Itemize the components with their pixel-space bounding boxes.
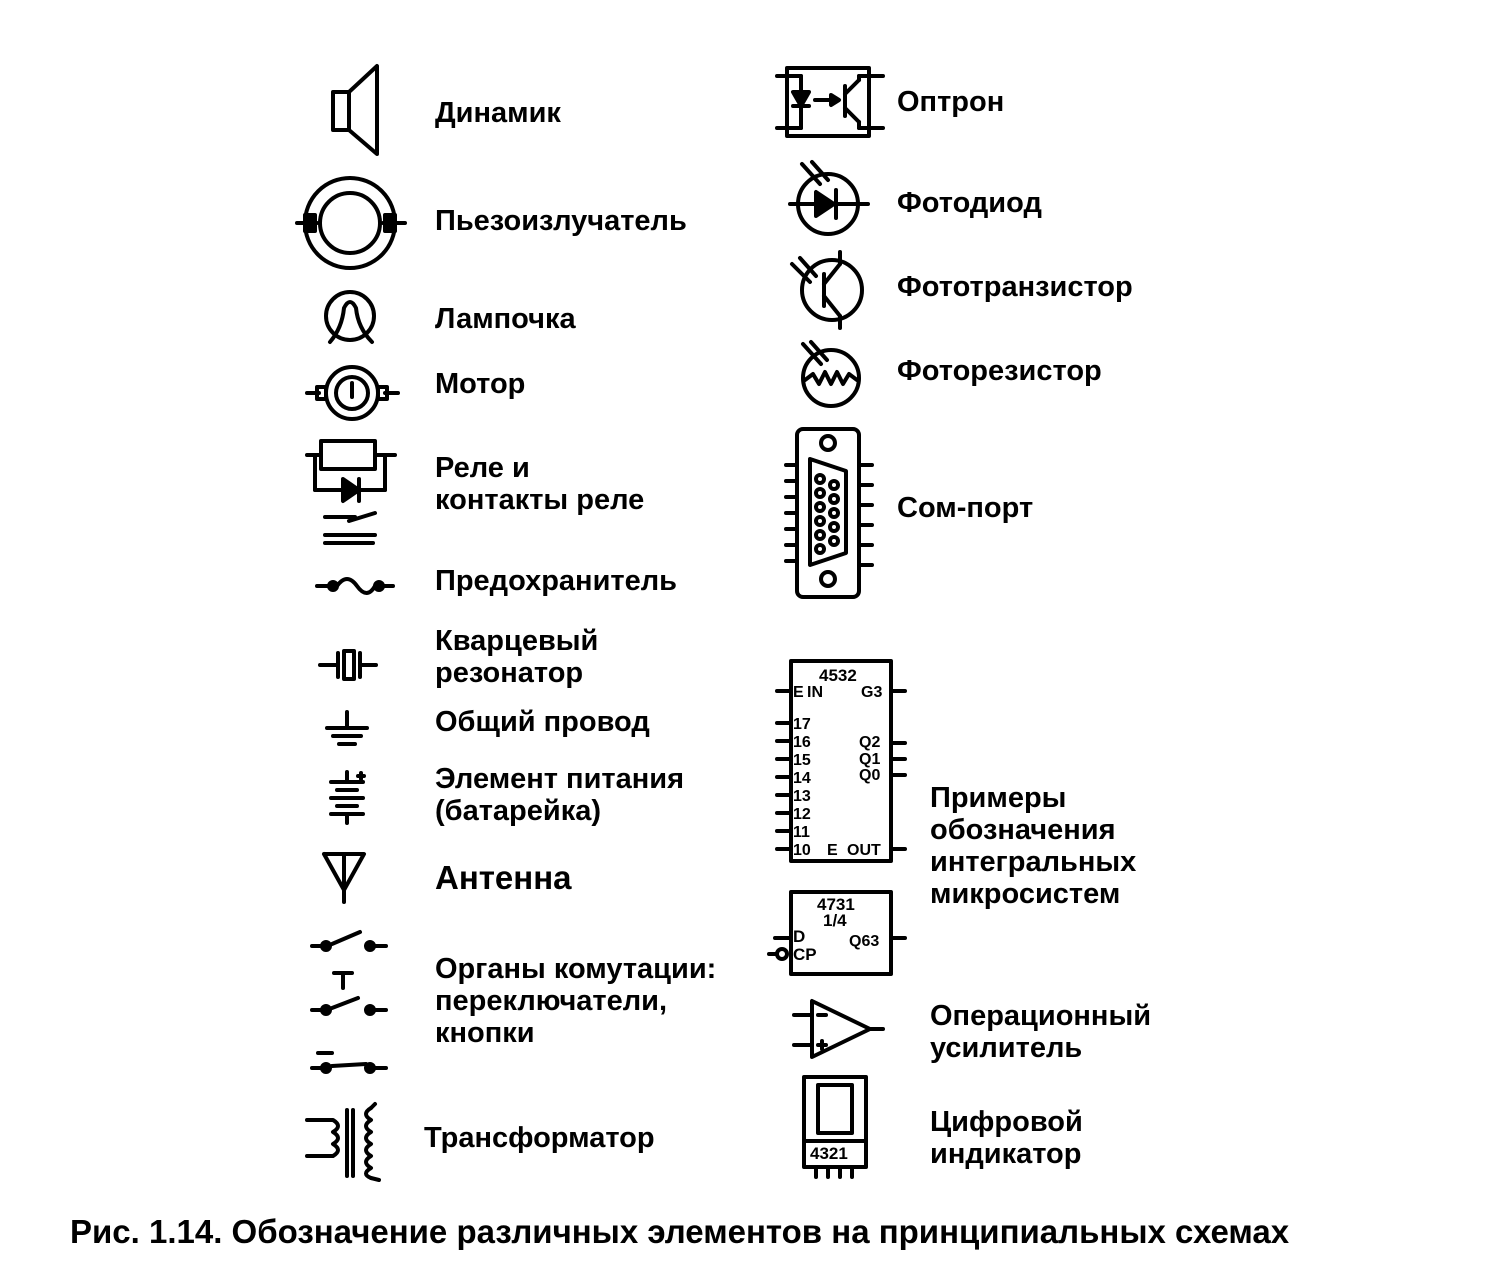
label-quartz-line1: Кварцевый xyxy=(435,625,599,657)
indicator-digits: 4321 xyxy=(810,1144,848,1163)
label-speaker: Динамик xyxy=(435,97,561,129)
ic2-number: 4731 xyxy=(817,895,855,914)
relay-icon xyxy=(305,435,400,550)
photodiode-icon xyxy=(788,160,873,240)
ic1-pin-q2: Q2 xyxy=(859,734,881,751)
integrated-circuit-4532-icon xyxy=(775,655,910,867)
ic1-pin-16: 16 xyxy=(793,734,811,751)
ic1-pin-14: 14 xyxy=(793,770,811,787)
label-quartz-line2: резонатор xyxy=(435,657,584,689)
label-piezo: Пьезоизлучатель xyxy=(435,205,687,237)
speaker-icon xyxy=(325,60,385,160)
label-switches-line1: Органы комутации: xyxy=(435,953,717,985)
battery-icon xyxy=(325,770,370,825)
antenna-icon xyxy=(320,850,370,905)
label-switches-line3: кнопки xyxy=(435,1017,535,1049)
figure-caption: Рис. 1.14. Обозначение различных элементов на принципиальных схемах xyxy=(70,1213,1290,1250)
label-motor: Мотор xyxy=(435,368,526,400)
ic1-pin-17: 17 xyxy=(793,716,811,733)
transformer-icon xyxy=(305,1102,390,1182)
com-port-icon xyxy=(782,425,877,600)
label-relay-line2: контакты реле xyxy=(435,484,645,516)
label-op-amp-line2: усилитель xyxy=(930,1032,1083,1064)
label-photodiode: Фотодиод xyxy=(897,187,1042,219)
label-op-amp xyxy=(930,1000,1151,1064)
label-lamp: Лампочка xyxy=(435,303,576,335)
label-quartz xyxy=(435,625,598,689)
ic2-pin-d: D xyxy=(793,927,806,946)
label-relay xyxy=(435,452,644,516)
label-switches xyxy=(435,953,716,1049)
label-digital-indicator xyxy=(930,1106,1083,1170)
label-battery xyxy=(435,763,684,827)
label-battery-line1: Элемент питания xyxy=(435,763,684,795)
label-op-amp-line1: Операционный xyxy=(930,1000,1152,1032)
photoresistor-icon xyxy=(795,340,870,410)
ic1-pin-10: 10 xyxy=(793,842,811,859)
ic1-pin-e-out: E xyxy=(827,842,838,859)
ic1-pin-15: 15 xyxy=(793,752,811,769)
ic2-pin-cp: CP xyxy=(793,945,817,964)
switch-icon xyxy=(308,928,393,1083)
ic1-pin-q1: Q1 xyxy=(859,751,881,768)
label-photoresistor: Фоторезистор xyxy=(897,355,1102,387)
ic1-pin-g3: G3 xyxy=(861,684,883,701)
label-relay-line1: Реле и xyxy=(435,452,530,484)
optocoupler-icon xyxy=(775,62,885,142)
label-integrated-circuits xyxy=(930,782,1136,910)
label-optocoupler: Оптрон xyxy=(897,86,1005,118)
label-antenna: Антенна xyxy=(435,859,572,896)
label-ground: Общий провод xyxy=(435,706,650,738)
label-transformer: Трансформатор xyxy=(424,1122,655,1154)
ic1-pin-11: 11 xyxy=(793,824,810,841)
ic1-pin-out: OUT xyxy=(847,842,881,859)
ic1-pin-q0: Q0 xyxy=(859,767,881,784)
quartz-resonator-icon xyxy=(318,645,378,685)
label-com-port: Сом-порт xyxy=(897,492,1034,524)
fuse-icon xyxy=(315,568,395,603)
motor-icon xyxy=(305,363,400,423)
phototransistor-icon xyxy=(788,250,868,330)
label-battery-line2: (батарейка) xyxy=(435,795,601,827)
ic1-pin-13: 13 xyxy=(793,788,811,805)
label-ic-line1: Примеры xyxy=(930,782,1067,814)
label-indicator-line2: индикатор xyxy=(930,1138,1082,1170)
ic1-number: 4532 xyxy=(819,666,857,685)
piezo-emitter-icon xyxy=(295,175,410,275)
ground-icon xyxy=(325,710,370,750)
label-indicator-line1: Цифровой xyxy=(930,1106,1083,1138)
label-ic-line4: микросистем xyxy=(930,878,1121,910)
integrated-circuit-4731-icon xyxy=(765,888,910,978)
ic1-pin-e: E xyxy=(793,684,804,701)
ic1-pin-in: IN xyxy=(807,684,823,701)
label-switches-line2: переключатели, xyxy=(435,985,668,1017)
ic2-fraction: 1/4 xyxy=(823,911,847,930)
label-ic-line2: обозначения xyxy=(930,814,1116,846)
label-ic-line3: интегральных xyxy=(930,846,1137,878)
label-fuse: Предохранитель xyxy=(435,565,677,597)
ic2-pin-q63: Q63 xyxy=(849,933,880,950)
lamp-icon xyxy=(322,288,382,348)
digital-indicator-icon xyxy=(800,1075,870,1180)
ic1-pin-12: 12 xyxy=(793,806,811,823)
label-phototransistor: Фототранзистор xyxy=(897,271,1133,303)
op-amp-icon xyxy=(790,995,885,1065)
